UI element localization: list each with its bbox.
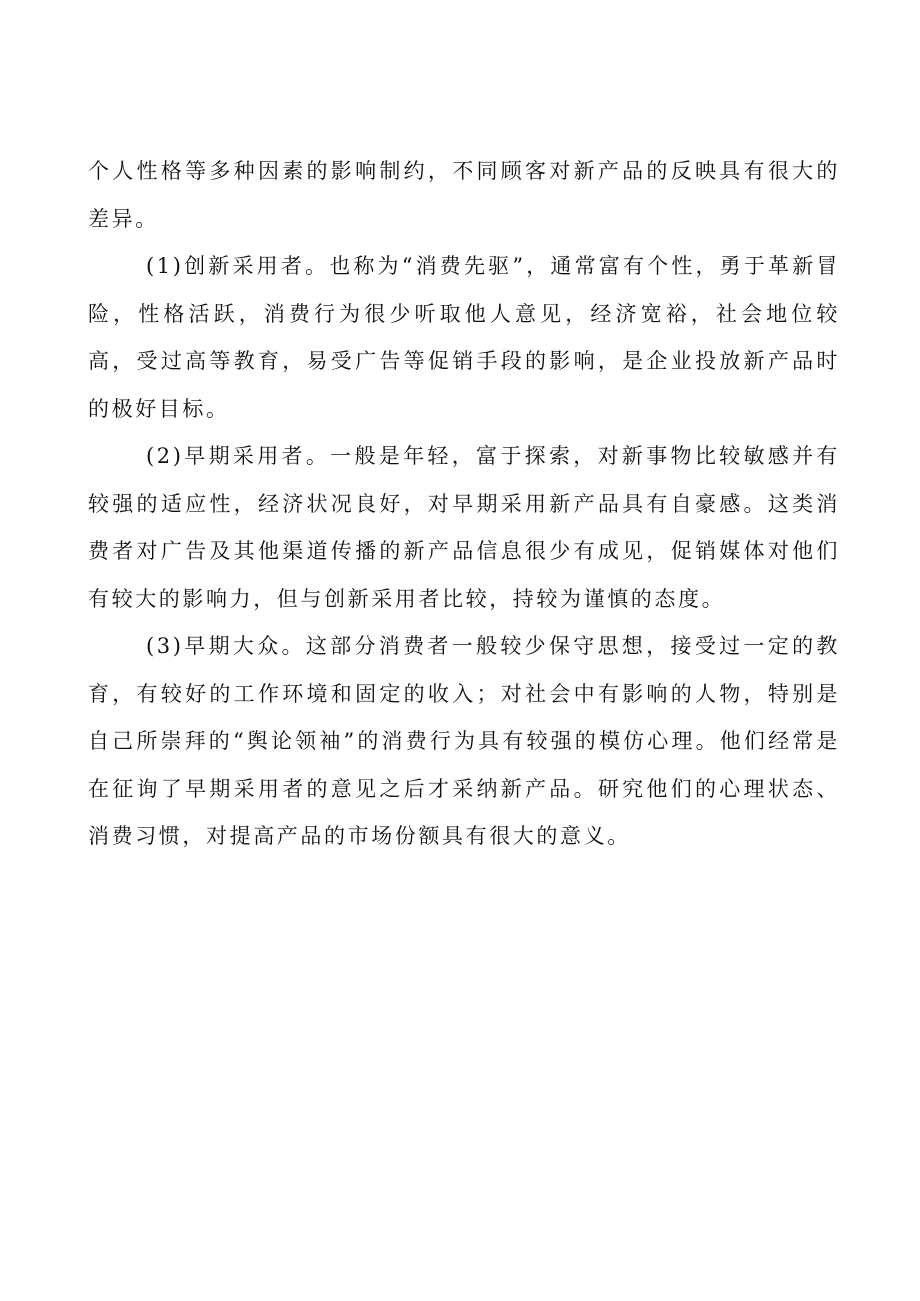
paragraph-innovators: (1)创新采用者。也称为“消费先驱”，通常富有个性，勇于革新冒险，性格活跃，消费行为很少听取他人意见，经济宽裕，社会地位较高，受过高等教育，易受广告等促销手段的影响，是企业投放新产品时的极好目标。 — [88, 254, 840, 421]
document-body — [88, 148, 840, 861]
paragraph-early-adopters: (2)早期采用者。一般是年轻，富于探索，对新事物比较敏感并有较强的适应性，经济状况良好，对早期采用新产品具有自豪感。这类消费者对广告及其他渠道传播的新产品信息很少有成见，促销媒体对他们有较大的影响力，但与创新采用者比较，持较为谨慎的态度。 — [88, 444, 840, 611]
paragraph-early-majority: (3)早期大众。这部分消费者一般较少保守思想，接受过一定的教育，有较好的工作环境和固定的收入；对社会中有影响的人物，特别是自己所崇拜的“舆论领袖”的消费行为具有较强的模仿心理。他们经常是在征询了早期采用者的意见之后才采纳新产品。研究他们的心理状态、消费习惯，对提高产品的市场份额具有很大的意义。 — [88, 634, 840, 848]
paragraph-continuation: 个人性格等多种因素的影响制约，不同顾客对新产品的反映具有很大的差异。 — [88, 159, 840, 231]
